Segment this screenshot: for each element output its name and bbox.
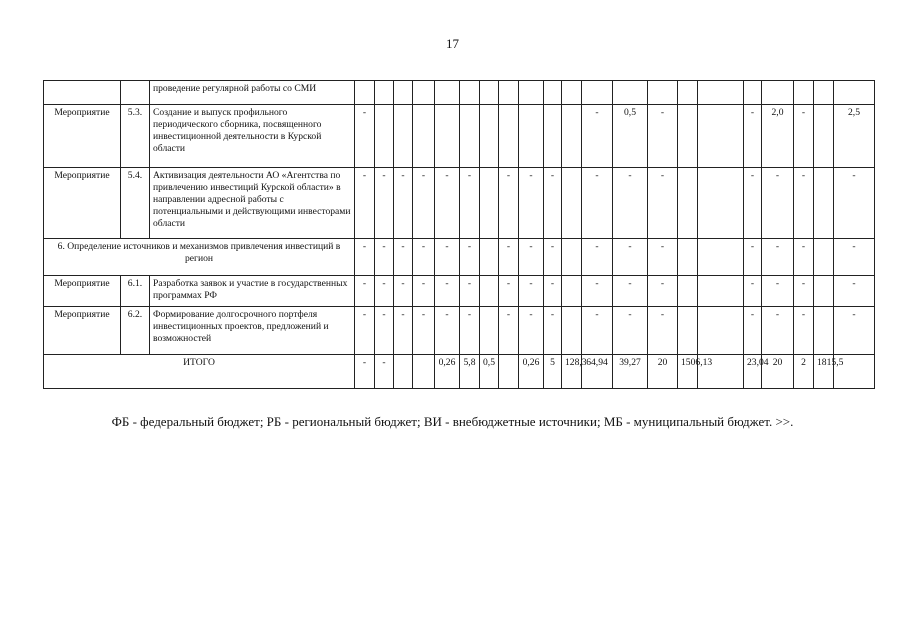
value-cell: - <box>744 239 762 276</box>
value-cell <box>814 168 834 239</box>
value-cell <box>814 81 834 105</box>
value-cell: 0,5 <box>613 105 648 168</box>
value-cell <box>394 105 413 168</box>
value-cell: - <box>834 168 875 239</box>
value-cell: - <box>435 276 460 307</box>
value-cell <box>519 81 544 105</box>
value-cell <box>562 239 582 276</box>
table-row <box>44 168 875 239</box>
value-cell: - <box>499 239 519 276</box>
value-cell <box>460 105 480 168</box>
activity-code-cell: 6.2. <box>121 307 150 355</box>
value-cell <box>544 81 562 105</box>
activity-kind-cell: Мероприятие <box>44 307 121 355</box>
value-cell: - <box>519 168 544 239</box>
value-cell: - <box>413 168 435 239</box>
value-cell <box>814 307 834 355</box>
value-cell <box>480 307 499 355</box>
value-cell <box>794 81 814 105</box>
value-cell: 2,5 <box>834 105 875 168</box>
activity-description-cell: Создание и выпуск профильного периодического сборника, посвященного инвестиционной деятельности в Курской области <box>150 105 355 168</box>
value-cell: - <box>744 168 762 239</box>
value-cell: 0,26 <box>435 355 460 389</box>
activity-code-cell <box>121 81 150 105</box>
value-cell <box>355 81 375 105</box>
value-cell: - <box>744 276 762 307</box>
value-cell <box>375 105 394 168</box>
value-cell: 20 <box>648 355 678 389</box>
activity-description-cell: Формирование долгосрочного портфеля инвестиционных проектов, предложений и возможностей <box>150 307 355 355</box>
value-cell: - <box>794 276 814 307</box>
value-cell <box>678 239 698 276</box>
value-cell: - <box>519 276 544 307</box>
value-cell: - <box>744 307 762 355</box>
value-cell <box>480 239 499 276</box>
value-cell: - <box>355 355 375 389</box>
value-cell: - <box>794 239 814 276</box>
value-cell <box>480 168 499 239</box>
value-cell: - <box>834 307 875 355</box>
value-cell: 2 <box>794 355 814 389</box>
value-cell <box>698 307 744 355</box>
value-cell <box>435 81 460 105</box>
value-cell <box>460 81 480 105</box>
value-cell <box>480 105 499 168</box>
value-cell: - <box>613 168 648 239</box>
value-cell <box>413 81 435 105</box>
value-cell <box>562 81 582 105</box>
value-cell <box>562 276 582 307</box>
value-cell: - <box>460 168 480 239</box>
value-cell: - <box>544 276 562 307</box>
value-cell: - <box>460 307 480 355</box>
value-cell: - <box>435 307 460 355</box>
value-cell <box>678 105 698 168</box>
value-cell: - <box>834 239 875 276</box>
value-cell <box>678 307 698 355</box>
activity-description-cell: Разработка заявок и участие в государственных программах РФ <box>150 276 355 307</box>
table-row <box>44 276 875 307</box>
value-cell: 20 <box>762 355 794 389</box>
value-cell: - <box>355 239 375 276</box>
value-cell: - <box>648 276 678 307</box>
value-cell: - <box>544 168 562 239</box>
value-cell: 0,5 <box>480 355 499 389</box>
value-cell: - <box>762 168 794 239</box>
value-cell: 5,8 <box>460 355 480 389</box>
table-body <box>44 81 875 389</box>
value-cell <box>648 81 678 105</box>
page-number: 17 <box>446 36 459 51</box>
value-cell: - <box>413 239 435 276</box>
value-cell <box>544 105 562 168</box>
value-cell: - <box>355 307 375 355</box>
value-cell: - <box>744 105 762 168</box>
value-cell <box>413 355 435 389</box>
value-cell <box>499 355 519 389</box>
value-cell: - <box>762 276 794 307</box>
value-cell <box>613 81 648 105</box>
value-cell <box>562 105 582 168</box>
value-cell: - <box>794 168 814 239</box>
value-cell: - <box>499 168 519 239</box>
value-cell: - <box>582 276 613 307</box>
value-cell <box>834 81 875 105</box>
value-cell <box>435 105 460 168</box>
activity-code-cell: 5.3. <box>121 105 150 168</box>
value-cell <box>480 81 499 105</box>
value-cell: - <box>762 239 794 276</box>
value-cell <box>394 355 413 389</box>
value-cell: - <box>460 276 480 307</box>
value-cell <box>499 105 519 168</box>
value-cell: - <box>519 239 544 276</box>
value-cell: 128,3 <box>562 355 582 389</box>
value-cell <box>394 81 413 105</box>
value-cell <box>375 81 394 105</box>
value-cell <box>678 168 698 239</box>
activity-kind-cell: Мероприятие <box>44 105 121 168</box>
value-cell: - <box>435 168 460 239</box>
activity-code-cell: 6.1. <box>121 276 150 307</box>
value-cell: 1506,13 <box>678 355 698 389</box>
value-cell: - <box>648 307 678 355</box>
activity-code-cell: 5.4. <box>121 168 150 239</box>
activity-description-cell: проведение регулярной работы со СМИ <box>150 81 355 105</box>
value-cell: 2,0 <box>762 105 794 168</box>
activity-kind-cell: Мероприятие <box>44 168 121 239</box>
value-cell <box>480 276 499 307</box>
value-cell: - <box>544 239 562 276</box>
value-cell <box>413 105 435 168</box>
value-cell <box>814 276 834 307</box>
value-cell <box>814 239 834 276</box>
value-cell <box>698 105 744 168</box>
value-cell: - <box>394 168 413 239</box>
activity-kind-cell <box>44 81 121 105</box>
value-cell <box>678 276 698 307</box>
value-cell: - <box>582 168 613 239</box>
value-cell: - <box>648 105 678 168</box>
value-cell: - <box>499 276 519 307</box>
value-cell: - <box>375 276 394 307</box>
value-cell: - <box>499 307 519 355</box>
value-cell: - <box>613 239 648 276</box>
value-cell <box>698 81 744 105</box>
value-cell: - <box>544 307 562 355</box>
value-cell: - <box>435 239 460 276</box>
value-cell: - <box>394 307 413 355</box>
value-cell: - <box>582 105 613 168</box>
value-cell: 5 <box>544 355 562 389</box>
value-cell <box>519 105 544 168</box>
value-cell <box>698 276 744 307</box>
value-cell <box>678 81 698 105</box>
value-cell: - <box>519 307 544 355</box>
value-cell <box>582 81 613 105</box>
value-cell: - <box>582 239 613 276</box>
value-cell: 23,04 <box>744 355 762 389</box>
activity-kind-cell: Мероприятие <box>44 276 121 307</box>
activity-description-cell: Активизация деятельности АО «Агентства по привлечению инвестиций Курской области» в направлении адресной работы с потенциальными и действующими инвесторами области <box>150 168 355 239</box>
value-cell: - <box>413 307 435 355</box>
budget-legend-footnote: ФБ - федеральный бюджет; РБ - региональный бюджет; ВИ - внебюджетные источники; МБ - муниципальный бюджет. >>. <box>111 414 794 429</box>
value-cell: - <box>648 168 678 239</box>
value-cell <box>499 81 519 105</box>
value-cell: - <box>375 307 394 355</box>
value-cell <box>698 239 744 276</box>
value-cell: 1815,5 <box>814 355 834 389</box>
value-cell: - <box>355 105 375 168</box>
value-cell: - <box>394 239 413 276</box>
value-cell: - <box>413 276 435 307</box>
value-cell: - <box>460 239 480 276</box>
value-cell: - <box>794 105 814 168</box>
table-row <box>44 105 875 168</box>
value-cell <box>698 168 744 239</box>
table-row <box>44 81 875 105</box>
value-cell: - <box>613 276 648 307</box>
value-cell: - <box>355 168 375 239</box>
value-cell: 64,94 <box>582 355 613 389</box>
value-cell <box>744 81 762 105</box>
total-label-cell: ИТОГО <box>44 355 355 389</box>
value-cell <box>562 307 582 355</box>
value-cell <box>562 168 582 239</box>
value-cell: - <box>375 355 394 389</box>
value-cell: - <box>394 276 413 307</box>
value-cell: - <box>375 239 394 276</box>
value-cell: - <box>648 239 678 276</box>
value-cell: 39,27 <box>613 355 648 389</box>
total-row <box>44 355 875 389</box>
value-cell: - <box>762 307 794 355</box>
table-row <box>44 307 875 355</box>
section-title-cell: 6. Определение источников и механизмов привлечения инвестиций в регион <box>44 239 355 276</box>
value-cell <box>814 105 834 168</box>
investment-plan-table <box>43 80 875 389</box>
value-cell: - <box>355 276 375 307</box>
value-cell: - <box>613 307 648 355</box>
value-cell: - <box>794 307 814 355</box>
value-cell: - <box>582 307 613 355</box>
value-cell: - <box>375 168 394 239</box>
value-cell <box>762 81 794 105</box>
value-cell: - <box>834 276 875 307</box>
section-row <box>44 239 875 276</box>
value-cell: 0,26 <box>519 355 544 389</box>
